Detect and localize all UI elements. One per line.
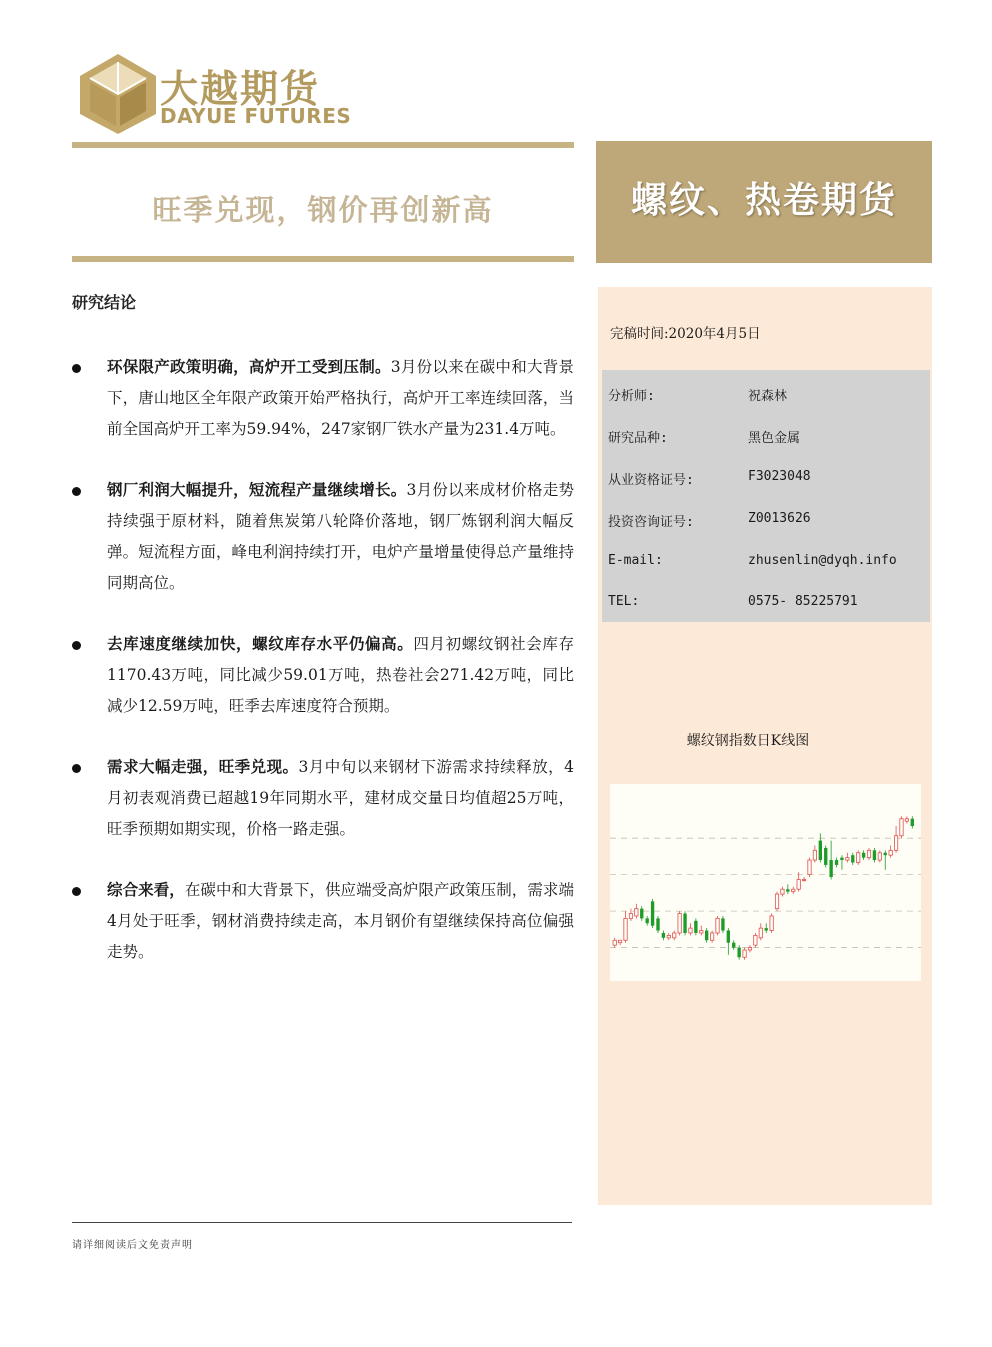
kline-candle <box>813 845 816 862</box>
chart-caption: 螺纹钢指数日K线图 <box>686 733 810 749</box>
kline-candle <box>857 850 860 865</box>
candle-body <box>721 918 724 930</box>
candle-body <box>889 850 892 855</box>
kline-candle <box>867 848 870 860</box>
kline-candle <box>645 916 648 926</box>
candle-body <box>862 853 865 858</box>
candle-body <box>640 909 643 919</box>
candle-body <box>748 948 751 950</box>
kline-candle <box>694 918 697 935</box>
kline-candle <box>748 945 751 952</box>
kline-candle <box>662 931 665 941</box>
candle-body <box>867 850 870 857</box>
candle-body <box>618 940 621 942</box>
bullet-body: 四月初螺纹钢社会库存1170.43万吨，同比减少59.01万吨，热卷社会271.42万吨，同比减少12.59万吨，旺季去库速度符合预期。 <box>107 635 574 715</box>
disclaimer-note: 请详细阅读后文免责声明 <box>72 1240 193 1251</box>
info-label: E-mail: <box>608 553 663 568</box>
title-rule-top <box>72 142 574 148</box>
candle-body <box>797 880 800 890</box>
kline-candle <box>716 916 719 935</box>
info-value: F3023048 <box>748 469 811 484</box>
kline-candle <box>759 923 762 940</box>
candle-body <box>765 928 768 930</box>
conclusion-list <box>72 352 574 998</box>
kline-candle <box>613 938 616 948</box>
candle-body <box>894 836 897 851</box>
candle-body <box>840 858 843 860</box>
brand-name-en: DAYUE FUTURES <box>160 104 352 128</box>
candle-body <box>835 860 838 865</box>
kline-candle <box>689 923 692 935</box>
candle-body <box>829 860 832 877</box>
candle-body <box>857 853 860 863</box>
info-value: 0575- 85225791 <box>748 594 858 609</box>
candle-body <box>824 848 827 865</box>
kline-candle <box>640 906 643 921</box>
candle-body <box>819 841 822 860</box>
kline-candle <box>635 904 638 919</box>
kline-candle <box>624 911 627 943</box>
bullet-icon <box>72 641 81 650</box>
bullet-body: 3月份以来在碳中和大背景下，唐山地区全年限产政策开始严格执行，高炉开工率连续回落，当前全国高炉开工率为59.94%，247家钢厂铁水产量为231.4万吨。 <box>107 358 574 438</box>
candle-body <box>900 819 903 836</box>
kline-candle <box>683 911 686 935</box>
kline-candle <box>900 816 903 838</box>
candle-body <box>770 916 773 931</box>
conclusion-item <box>72 752 574 845</box>
kline-candle <box>889 845 892 857</box>
bullet-icon <box>72 764 81 773</box>
candle-body <box>678 914 681 933</box>
candle-body <box>732 943 735 948</box>
candle-body <box>689 928 692 933</box>
kline-candle <box>824 845 827 867</box>
conclusion-item <box>72 629 574 722</box>
candle-body <box>786 889 789 891</box>
kline-candle <box>732 940 735 950</box>
info-label: 从业资格证号: <box>608 473 694 488</box>
info-label: 分析师: <box>608 389 655 404</box>
candle-body <box>846 858 849 860</box>
candle-body <box>754 935 757 945</box>
bullet-body: 3月中旬以来钢材下游需求持续释放，4月初表观消费已超越19年同期水平，建材成交量日均值超25万吨，旺季预期如期实现，价格一路走强。 <box>107 758 574 838</box>
candle-body <box>808 860 811 875</box>
report-title: 旺季兑现，钢价再创新高 <box>152 193 494 227</box>
candle-body <box>743 950 746 957</box>
candle-body <box>710 933 713 940</box>
candle-body <box>737 948 740 958</box>
candle-body <box>851 855 854 862</box>
candle-body <box>662 933 665 938</box>
kline-candle <box>846 853 849 863</box>
kline-candle <box>802 877 805 882</box>
bullet-icon <box>72 364 81 373</box>
conclusion-item <box>72 352 574 445</box>
candle-body <box>792 889 795 891</box>
candle-body <box>683 914 686 933</box>
candle-body <box>700 931 703 933</box>
candle-body <box>884 853 887 855</box>
info-label: 研究品种: <box>608 431 668 446</box>
kline-candle <box>667 933 670 940</box>
kline-candle <box>829 841 832 880</box>
candle-body <box>905 819 908 821</box>
candle-body <box>629 914 632 919</box>
kline-candle <box>678 911 681 935</box>
candle-body <box>613 940 616 945</box>
kline-candle <box>840 855 843 870</box>
kline-candle <box>792 887 795 894</box>
kline-chart-svg <box>610 784 921 981</box>
bullet-icon <box>72 887 81 896</box>
candle-body <box>759 928 762 938</box>
kline-candle <box>781 887 784 897</box>
kline-candle <box>819 833 822 862</box>
kline-candle <box>775 892 778 911</box>
bullet-head: 去库速度继续加快，螺纹库存水平仍偏高。 <box>107 635 414 653</box>
kline-candle <box>770 914 773 933</box>
info-value: 黑色金属 <box>748 431 801 446</box>
candle-body <box>873 850 876 860</box>
kline-candle <box>911 816 914 828</box>
bullet-icon <box>72 487 81 496</box>
conclusion-item <box>72 475 574 599</box>
candle-body <box>911 819 914 826</box>
candle-body <box>802 880 805 881</box>
title-rule-bottom <box>72 256 574 262</box>
bullet-head: 需求大幅走强，旺季兑现。 <box>107 758 299 776</box>
candle-body <box>651 901 654 925</box>
kline-candle <box>797 872 800 891</box>
kline-candle <box>743 948 746 960</box>
info-value: Z0013626 <box>748 511 811 526</box>
kline-candle <box>700 926 703 936</box>
kline-candle <box>851 853 854 865</box>
candle-body <box>667 935 670 937</box>
kline-candle <box>721 916 724 933</box>
brand-name-cn: 大越期货 <box>160 67 321 111</box>
kline-candle <box>754 933 757 948</box>
info-label: TEL: <box>608 594 640 609</box>
kline-candle <box>705 928 708 943</box>
kline-candle <box>656 916 659 933</box>
footer-divider <box>72 1222 572 1223</box>
completion-date: 完稿时间:2020年4月5日 <box>610 326 761 342</box>
candle-body <box>813 850 816 860</box>
bullet-head: 钢厂利润大幅提升，短流程产量继续增长。 <box>107 481 407 499</box>
candle-body <box>635 909 638 916</box>
candle-body <box>645 918 648 923</box>
logo-cube-icon <box>78 52 158 136</box>
bullet-head: 综合来看， <box>107 881 185 899</box>
candle-body <box>705 931 708 941</box>
candle-body <box>656 918 659 930</box>
kline-candle <box>629 909 632 921</box>
analyst-info-box <box>602 370 930 622</box>
candle-body <box>716 918 719 933</box>
kline-candle <box>727 928 730 955</box>
kline-candle <box>737 945 740 960</box>
info-value[interactable]: zhusenlin@dyqh.info <box>748 553 897 568</box>
info-value: 祝森林 <box>748 389 788 404</box>
kline-candle <box>873 848 876 863</box>
bullet-body: 3月份以来成材价格走势持续强于原材料，随着焦炭第八轮降价落地，钢厂炼钢利润大幅反弹。短流程方面，峰电利润持续打开，电炉产量增量使得总产量维持同期高位。 <box>107 481 574 592</box>
bullet-head: 环保限产政策明确，高炉开工受到压制。 <box>107 358 391 376</box>
candle-body <box>727 931 730 943</box>
section-heading: 研究结论 <box>72 293 137 312</box>
candle-body <box>878 853 881 860</box>
kline-chart <box>610 784 921 981</box>
candle-body <box>624 918 627 940</box>
candle-body <box>781 889 784 894</box>
kline-candle <box>835 858 838 868</box>
kline-candle <box>710 931 713 943</box>
bullet-body: 在碳中和大背景下，供应端受高炉限产政策压制，需求端4月处于旺季，钢材消费持续走高，本月钢价有望继续保持高位偏强走势。 <box>107 881 574 961</box>
kline-candle <box>878 850 881 862</box>
candle-body <box>694 921 697 933</box>
candle-body <box>673 933 676 938</box>
category-title: 螺纹、热卷期货 <box>630 180 897 221</box>
kline-candle <box>905 816 908 823</box>
conclusion-item <box>72 875 574 968</box>
candle-body <box>775 894 778 909</box>
kline-candle <box>673 931 676 941</box>
kline-candle <box>651 899 654 928</box>
kline-candle <box>786 884 789 894</box>
kline-candle <box>862 850 865 860</box>
kline-candle <box>765 923 768 933</box>
kline-candle <box>618 940 621 945</box>
kline-candle <box>884 850 887 869</box>
kline-candle <box>894 826 897 853</box>
kline-candle <box>808 858 811 877</box>
info-label: 投资咨询证号: <box>608 515 694 530</box>
